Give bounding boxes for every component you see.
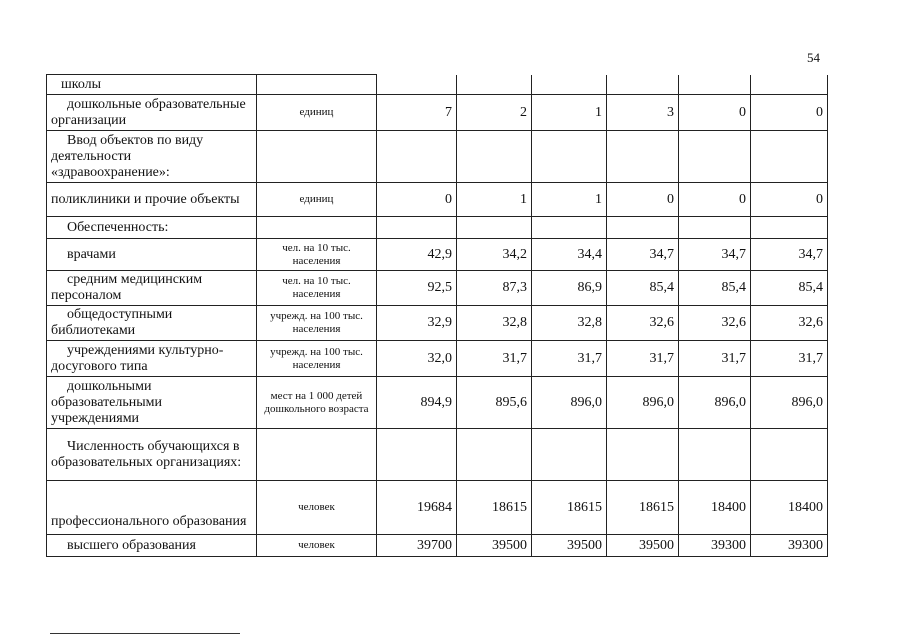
value-cell: 1 bbox=[457, 183, 532, 217]
value-cell bbox=[607, 131, 679, 183]
value-cell bbox=[679, 429, 751, 481]
value-cell bbox=[532, 217, 607, 239]
row-label: Обеспеченность: bbox=[47, 217, 257, 239]
value-cell: 18615 bbox=[457, 481, 532, 535]
value-cell: 1 bbox=[532, 95, 607, 131]
value-cell bbox=[457, 429, 532, 481]
row-unit: человек bbox=[257, 535, 377, 557]
value-cell: 32,0 bbox=[377, 341, 457, 377]
value-cell bbox=[377, 75, 457, 95]
value-cell: 92,5 bbox=[377, 271, 457, 306]
value-cell: 31,7 bbox=[457, 341, 532, 377]
value-cell: 31,7 bbox=[532, 341, 607, 377]
row-unit: учрежд. на 100 тыс. населения bbox=[257, 306, 377, 341]
row-label: высшего образования bbox=[47, 535, 257, 557]
value-cell: 39300 bbox=[751, 535, 828, 557]
value-cell bbox=[751, 429, 828, 481]
page-number: 54 bbox=[807, 50, 820, 65]
value-cell: 39500 bbox=[607, 535, 679, 557]
value-cell bbox=[679, 75, 751, 95]
value-cell bbox=[532, 75, 607, 95]
value-cell: 19684 bbox=[377, 481, 457, 535]
value-cell: 18615 bbox=[532, 481, 607, 535]
value-cell: 34,7 bbox=[751, 239, 828, 271]
table-row bbox=[47, 481, 828, 535]
value-cell: 0 bbox=[751, 95, 828, 131]
value-cell: 32,8 bbox=[532, 306, 607, 341]
value-cell bbox=[377, 217, 457, 239]
value-cell: 85,4 bbox=[679, 271, 751, 306]
value-cell: 85,4 bbox=[751, 271, 828, 306]
value-cell: 896,0 bbox=[532, 377, 607, 429]
value-cell bbox=[457, 131, 532, 183]
row-unit: человек bbox=[257, 481, 377, 535]
table-row bbox=[47, 239, 828, 271]
value-cell: 31,7 bbox=[679, 341, 751, 377]
row-unit: чел. на 10 тыс. населения bbox=[257, 239, 377, 271]
value-cell bbox=[751, 217, 828, 239]
row-unit: учрежд. на 100 тыс. населения bbox=[257, 341, 377, 377]
table-row bbox=[47, 217, 828, 239]
value-cell: 0 bbox=[751, 183, 828, 217]
value-cell bbox=[607, 429, 679, 481]
value-cell: 32,6 bbox=[607, 306, 679, 341]
row-label bbox=[47, 131, 257, 183]
value-cell: 34,7 bbox=[679, 239, 751, 271]
value-cell: 34,2 bbox=[457, 239, 532, 271]
value-cell bbox=[457, 75, 532, 95]
value-cell: 0 bbox=[607, 183, 679, 217]
value-cell: 32,6 bbox=[751, 306, 828, 341]
row-unit: чел. на 10 тыс. населения bbox=[257, 271, 377, 306]
value-cell: 896,0 bbox=[679, 377, 751, 429]
table-row bbox=[47, 429, 828, 481]
value-cell: 39700 bbox=[377, 535, 457, 557]
value-cell bbox=[532, 131, 607, 183]
value-cell bbox=[679, 131, 751, 183]
row-label bbox=[47, 271, 257, 306]
row-label: врачами bbox=[47, 239, 257, 271]
value-cell: 895,6 bbox=[457, 377, 532, 429]
value-cell bbox=[751, 75, 828, 95]
table-row bbox=[47, 535, 828, 557]
row-label bbox=[47, 429, 257, 481]
row-unit bbox=[257, 75, 377, 95]
value-cell bbox=[679, 217, 751, 239]
value-cell: 34,4 bbox=[532, 239, 607, 271]
row-label-text: учреждениями культурно-досугового типа bbox=[51, 342, 224, 374]
value-cell: 32,6 bbox=[679, 306, 751, 341]
value-cell: 32,8 bbox=[457, 306, 532, 341]
value-cell: 2 bbox=[457, 95, 532, 131]
row-label bbox=[47, 95, 257, 131]
value-cell bbox=[607, 75, 679, 95]
value-cell: 39500 bbox=[457, 535, 532, 557]
row-label-text: дошкольные образовательные организации bbox=[51, 96, 246, 128]
value-cell: 894,9 bbox=[377, 377, 457, 429]
footnote-divider bbox=[50, 633, 240, 634]
row-label: поликлиники и прочие объекты bbox=[47, 183, 257, 217]
value-cell: 3 bbox=[607, 95, 679, 131]
value-cell: 0 bbox=[679, 95, 751, 131]
value-cell: 896,0 bbox=[607, 377, 679, 429]
value-cell: 85,4 bbox=[607, 271, 679, 306]
table-row bbox=[47, 131, 828, 183]
row-unit: единиц bbox=[257, 183, 377, 217]
value-cell bbox=[377, 131, 457, 183]
value-cell: 1 bbox=[532, 183, 607, 217]
value-cell: 32,9 bbox=[377, 306, 457, 341]
value-cell: 7 bbox=[377, 95, 457, 131]
table-row bbox=[47, 183, 828, 217]
value-cell: 39500 bbox=[532, 535, 607, 557]
value-cell bbox=[751, 131, 828, 183]
table-row bbox=[47, 95, 828, 131]
row-unit bbox=[257, 429, 377, 481]
indicators-table bbox=[46, 74, 828, 557]
value-cell: 18400 bbox=[751, 481, 828, 535]
value-cell: 0 bbox=[679, 183, 751, 217]
row-unit bbox=[257, 131, 377, 183]
row-label bbox=[47, 377, 257, 429]
row-label bbox=[47, 341, 257, 377]
row-label-text: общедоступными библиотеками bbox=[51, 307, 173, 338]
value-cell: 34,7 bbox=[607, 239, 679, 271]
row-label bbox=[47, 306, 257, 341]
row-unit bbox=[257, 217, 377, 239]
table-row bbox=[47, 75, 828, 95]
table-row bbox=[47, 341, 828, 377]
value-cell bbox=[457, 217, 532, 239]
table-row bbox=[47, 377, 828, 429]
value-cell: 42,9 bbox=[377, 239, 457, 271]
row-label-text: дошкольными образовательными учреждениями bbox=[51, 378, 163, 426]
row-label-text: Ввод объектов по виду деятельности «здравоохранение»: bbox=[51, 132, 204, 180]
value-cell: 31,7 bbox=[607, 341, 679, 377]
value-cell: 0 bbox=[377, 183, 457, 217]
row-label: школы bbox=[47, 75, 257, 95]
row-label: профессионального образования bbox=[47, 481, 257, 535]
row-label-text: Численность обучающихся в образовательных организациях: bbox=[51, 438, 242, 470]
value-cell: 896,0 bbox=[751, 377, 828, 429]
value-cell: 87,3 bbox=[457, 271, 532, 306]
value-cell: 39300 bbox=[679, 535, 751, 557]
value-cell: 18615 bbox=[607, 481, 679, 535]
value-cell bbox=[607, 217, 679, 239]
value-cell: 18400 bbox=[679, 481, 751, 535]
value-cell bbox=[377, 429, 457, 481]
value-cell bbox=[532, 429, 607, 481]
value-cell: 86,9 bbox=[532, 271, 607, 306]
table-row bbox=[47, 306, 828, 341]
row-unit: мест на 1 000 детей дошкольного возраста bbox=[257, 377, 377, 429]
row-unit: единиц bbox=[257, 95, 377, 131]
value-cell: 31,7 bbox=[751, 341, 828, 377]
row-label-text: средним медицинским персоналом bbox=[51, 272, 203, 303]
table-row bbox=[47, 271, 828, 306]
